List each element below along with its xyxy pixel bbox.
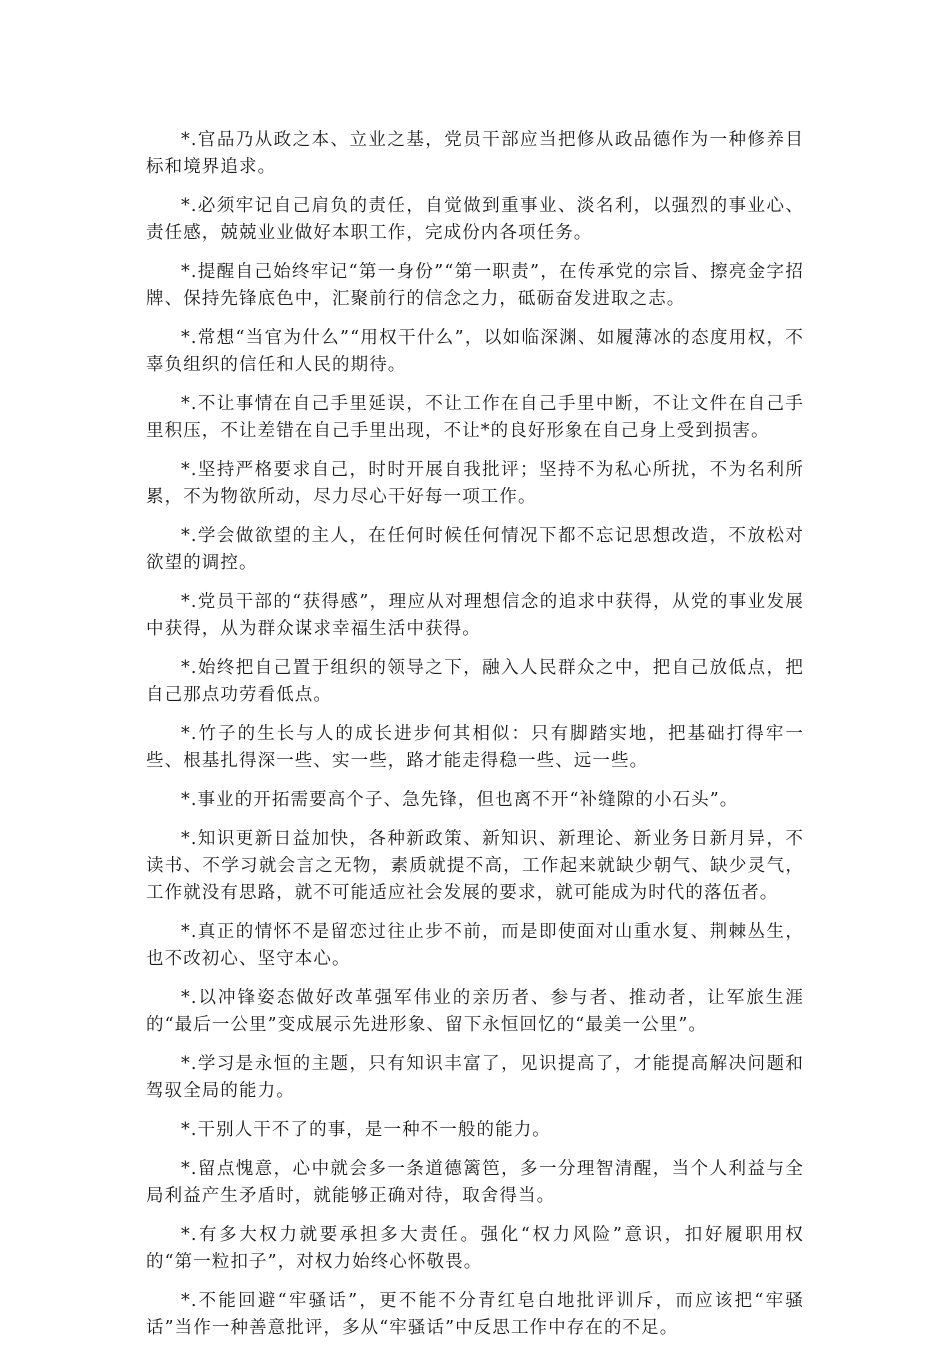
paragraph: *.必须牢记自己肩负的责任，自觉做到重事业、淡名利，以强烈的事业心、责任感，兢兢业业做好本职工作，完成份内各项任务。: [146, 196, 804, 243]
paragraph: *.不能回避“牢骚话”，更不能不分青红皂白地批评训斥，而应该把“牢骚话”当作一种善意批评，多从“牢骚话”中反思工作中存在的不足。: [146, 1291, 804, 1338]
paragraph: *.干别人干不了的事，是一种不一般的能力。: [181, 1120, 551, 1140]
paragraph: *.以冲锋姿态做好改革强军伟业的亲历者、参与者、推动者，让军旅生涯的“最后一公里”变成展示先进形象、留下永恒回忆的“最美一公里”。: [146, 988, 804, 1035]
paragraph: *.官品乃从政之本、立业之基，党员干部应当把修从政品德作为一种修养目标和境界追求。: [146, 130, 804, 177]
paragraph: *.提醒自己始终牢记“第一身份”“第一职责”，在传承党的宗旨、擦亮金字招牌、保持先锋底色中，汇聚前行的信念之力，砥砺奋发进取之志。: [146, 262, 804, 309]
paragraph: *.学会做欲望的主人，在任何时候任何情况下都不忘记思想改造，不放松对欲望的调控。: [146, 526, 804, 573]
document-body: [146, 127, 804, 1354]
paragraph: *.知识更新日益加快，各种新政策、新知识、新理论、新业务日新月异，不读书、不学习就会言之无物，素质就提不高，工作起来就缺少朝气、缺少灵气，工作就没有思路，就不可能适应社会发展的要求，就可能成为时代的落伍者。: [146, 829, 804, 903]
paragraph: *.学习是永恒的主题，只有知识丰富了，见识提高了，才能提高解决问题和驾驭全局的能力。: [146, 1054, 804, 1101]
paragraph: *.留点愧意，心中就会多一条道德篱笆，多一分理智清醒，当个人利益与全局利益产生矛盾时，就能够正确对待，取舍得当。: [146, 1159, 804, 1206]
paragraph: *.始终把自己置于组织的领导之下，融入人民群众之中，把自己放低点，把自己那点功劳看低点。: [146, 658, 804, 705]
paragraph: *.事业的开拓需要高个子、急先锋，但也离不开“补缝隙的小石头”。: [181, 790, 739, 810]
paragraph: *.有多大权力就要承担多大责任。强化“权力风险”意识，扣好履职用权的“第一粒扣子”，对权力始终心怀敬畏。: [146, 1225, 804, 1272]
paragraph: *.党员干部的“获得感”，理应从对理想信念的追求中获得，从党的事业发展中获得，从为群众谋求幸福生活中获得。: [146, 592, 804, 639]
paragraph: *.竹子的生长与人的成长进步何其相似：只有脚踏实地，把基础打得牢一些、根基扎得深一些、实一些，路才能走得稳一些、远一些。: [146, 724, 804, 771]
paragraph: *.真正的情怀不是留恋过往止步不前，而是即使面对山重水复、荆棘丛生，也不改初心、坚守本心。: [146, 922, 804, 969]
paragraph: *.不让事情在自己手里延误，不让工作在自己手里中断，不让文件在自己手里积压，不让差错在自己手里出现，不让*的良好形象在自己身上受到损害。: [146, 394, 804, 441]
paragraph: *.常想“当官为什么”“用权干什么”，以如临深渊、如履薄冰的态度用权，不辜负组织的信任和人民的期待。: [146, 328, 804, 375]
paragraph: *.坚持严格要求自己，时时开展自我批评；坚持不为私心所扰，不为名利所累，不为物欲所动，尽力尽心干好每一项工作。: [146, 460, 804, 507]
